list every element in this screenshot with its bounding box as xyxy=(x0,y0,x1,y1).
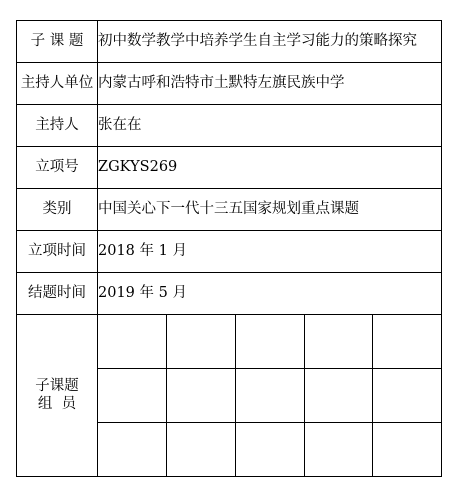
row-host xyxy=(17,105,442,147)
member-cell xyxy=(236,369,305,423)
label-completion-date: 结题时间 xyxy=(17,273,98,315)
value-project-number: ZGKYS269 xyxy=(98,147,442,189)
label-subtopic: 子 课 题 xyxy=(17,21,98,63)
row-project-number xyxy=(17,147,442,189)
member-cell xyxy=(167,369,236,423)
label-category: 类别 xyxy=(17,189,98,231)
row-completion-date xyxy=(17,273,442,315)
label-members-line2: 组 员 xyxy=(37,395,77,412)
value-category: 中国关心下一代十三五国家规划重点课题 xyxy=(98,189,442,231)
label-approval-date: 立项时间 xyxy=(17,231,98,273)
label-host-unit: 主持人单位 xyxy=(17,63,98,105)
value-subtopic: 初中数学教学中培养学生自主学习能力的策略探究 xyxy=(98,21,442,63)
value-host-unit: 内蒙古呼和浩特市土默特左旗民族中学 xyxy=(98,63,442,105)
member-cell xyxy=(305,423,373,477)
member-cell xyxy=(236,315,305,369)
project-info-form xyxy=(16,20,441,477)
member-cell xyxy=(373,315,442,369)
label-host: 主持人 xyxy=(17,105,98,147)
label-members xyxy=(17,315,98,477)
value-host: 张在在 xyxy=(98,105,442,147)
member-cell xyxy=(167,315,236,369)
member-cell xyxy=(167,423,236,477)
row-subtopic xyxy=(17,21,442,63)
member-cell xyxy=(236,423,305,477)
value-approval-date: 2018 年 1 月 xyxy=(98,231,442,273)
member-cell xyxy=(305,369,373,423)
row-host-unit xyxy=(17,63,442,105)
member-cell xyxy=(373,423,442,477)
row-category xyxy=(17,189,442,231)
value-completion-date: 2019 年 5 月 xyxy=(98,273,442,315)
member-cell xyxy=(373,369,442,423)
label-members-line1: 子课题 xyxy=(35,378,79,395)
member-cell xyxy=(98,423,167,477)
member-cell xyxy=(98,315,167,369)
label-project-number: 立项号 xyxy=(17,147,98,189)
row-approval-date xyxy=(17,231,442,273)
member-cell xyxy=(305,315,373,369)
member-cell xyxy=(98,369,167,423)
project-info-table xyxy=(16,20,442,477)
members-row xyxy=(17,315,442,369)
